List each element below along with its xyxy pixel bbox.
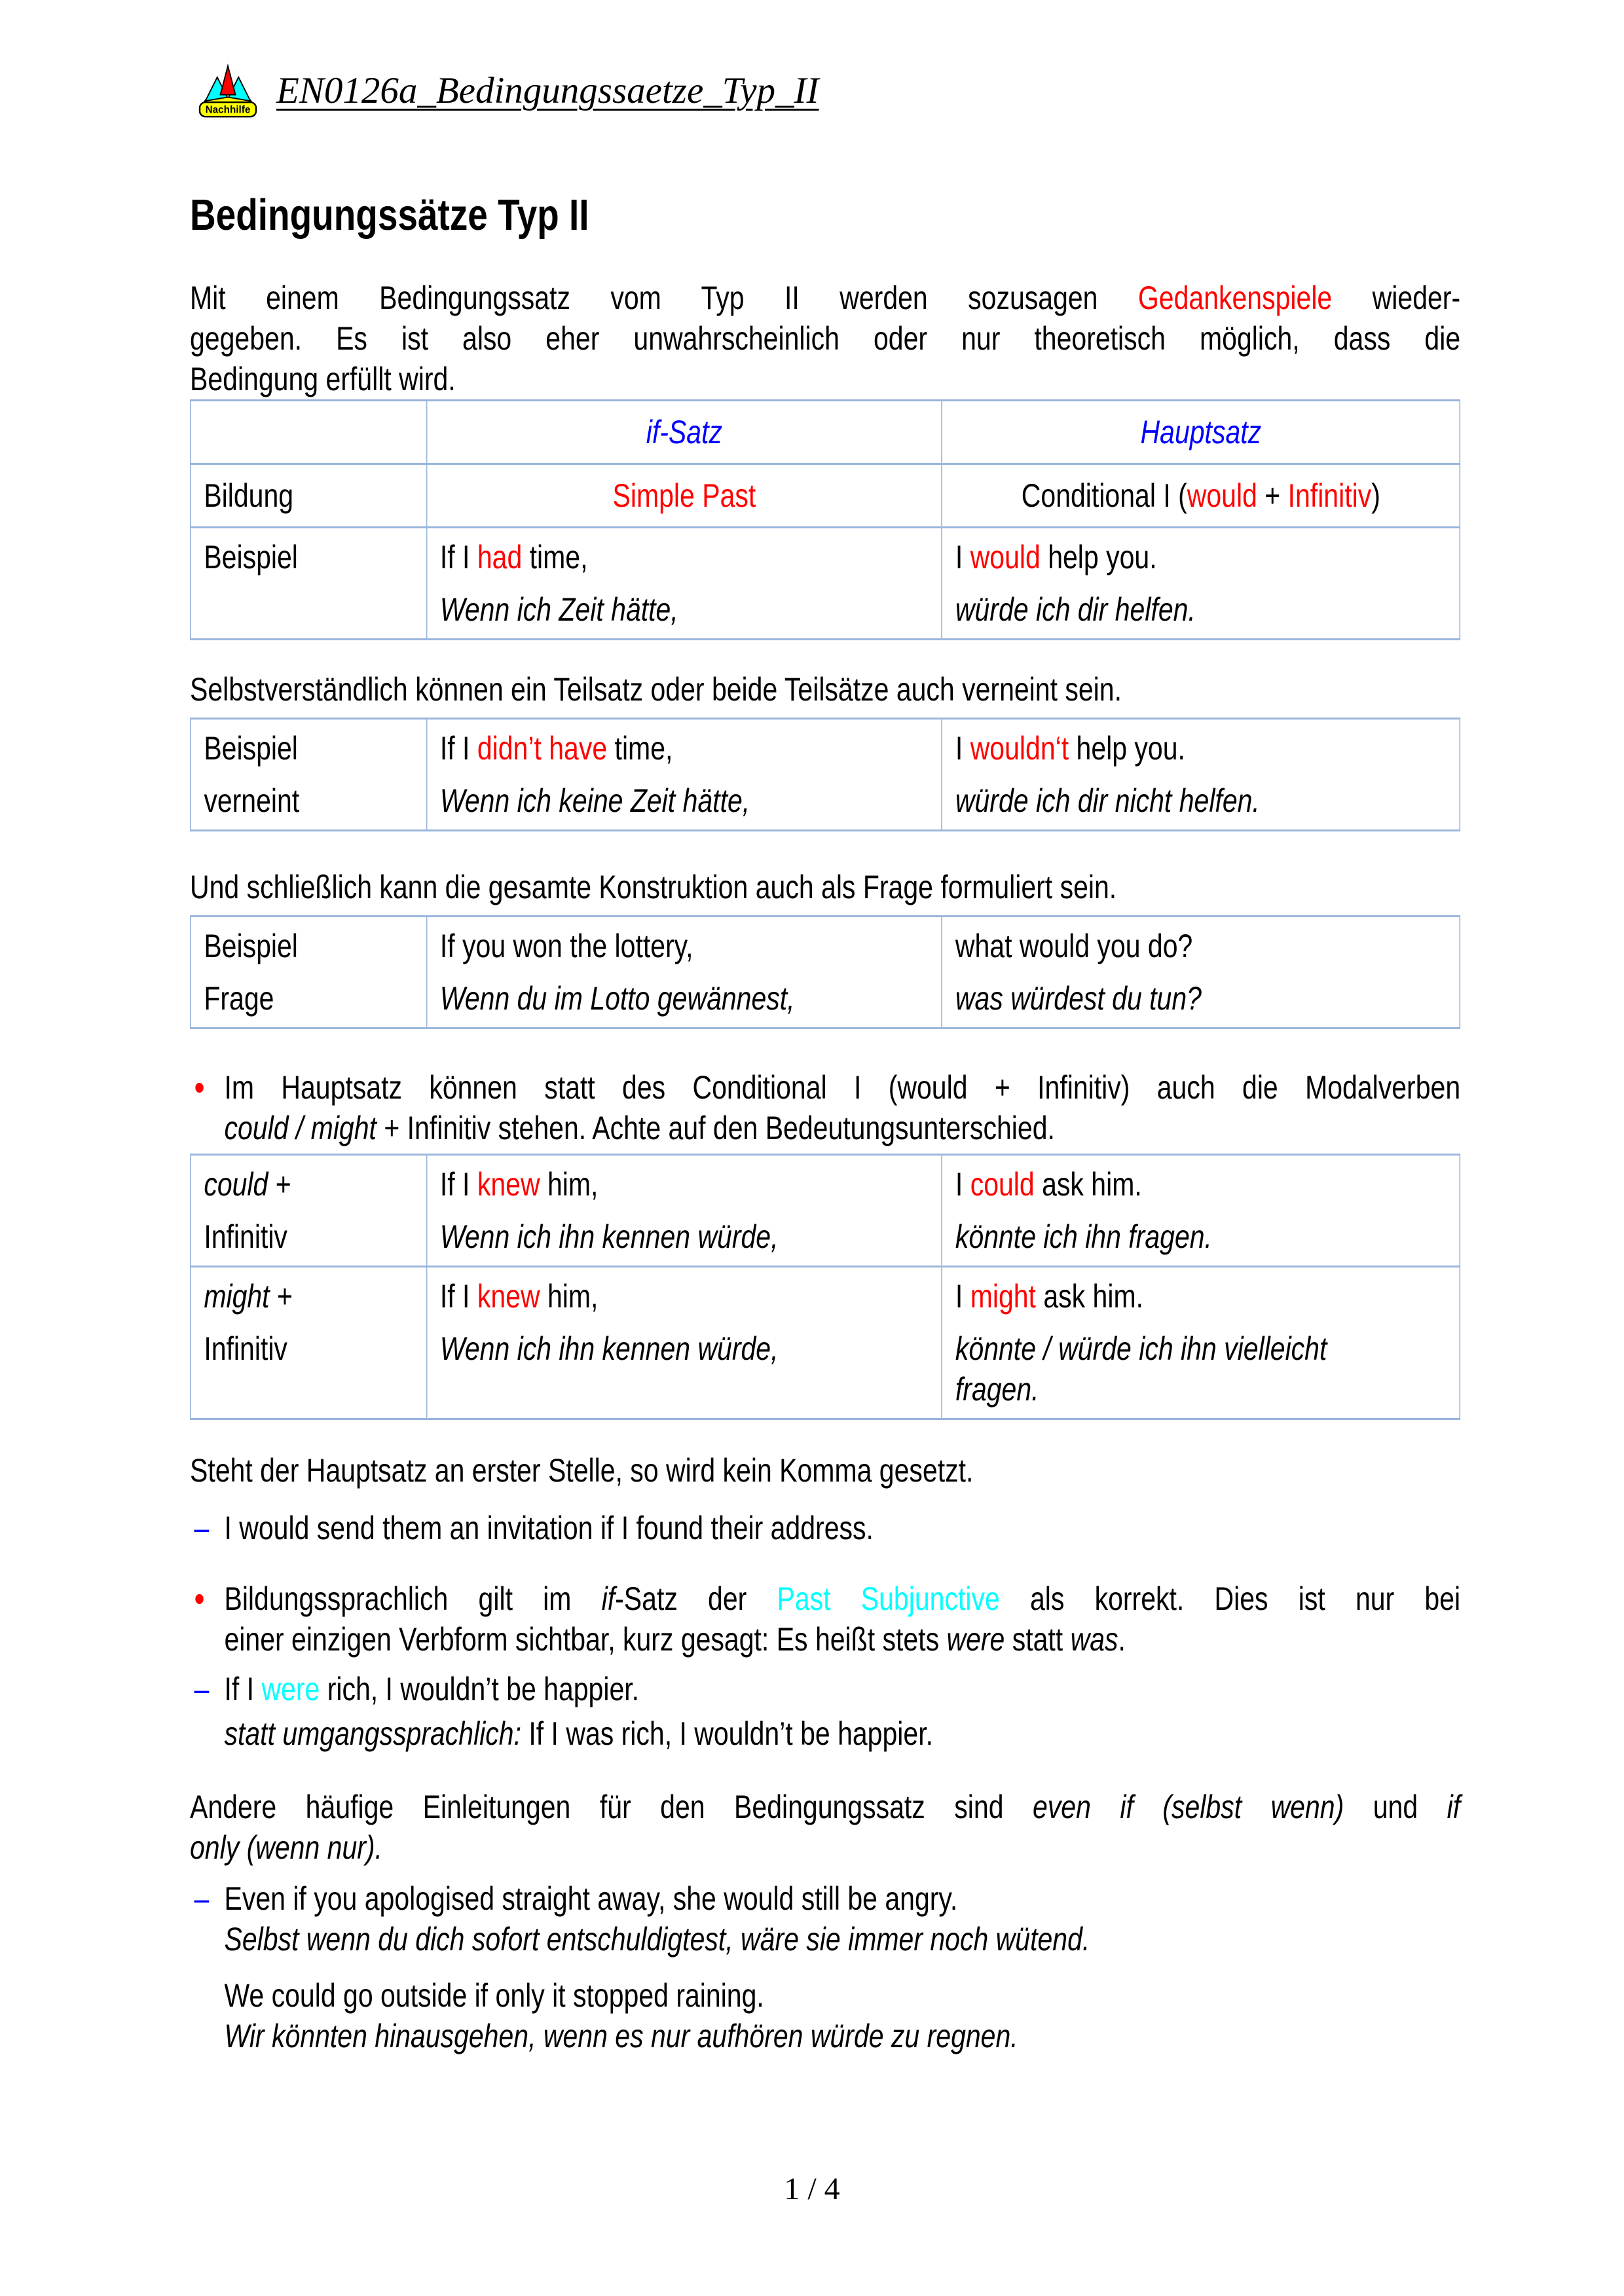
nachhilfe-logo-icon — [196, 62, 259, 118]
text-segment: Gedankenspiele — [1137, 280, 1333, 316]
might-row — [191, 1267, 1460, 1419]
text-segment: könnte ich ihn fragen. — [955, 1218, 1212, 1255]
red-bullet-icon: • — [194, 1066, 205, 1108]
text-line — [224, 1919, 1460, 1959]
logo-center-peak — [221, 66, 236, 95]
text-segment: + — [1257, 477, 1288, 514]
text-line — [955, 978, 1447, 1019]
text-segment: Conditional I ( — [1021, 477, 1187, 514]
frage-label-cell — [191, 917, 427, 1029]
text-segment: Wenn ich ihn kennen würde, — [439, 1330, 779, 1367]
evenif-example-pair2 — [224, 1975, 1460, 2056]
text-line — [440, 1164, 929, 1205]
text-segment: time, — [607, 730, 673, 767]
page-number: 1 / 4 — [784, 2172, 840, 2206]
text-line — [190, 278, 1460, 318]
text-segment: might — [970, 1278, 1036, 1315]
text-segment: ask him. — [1034, 1166, 1142, 1203]
text-line — [440, 537, 929, 577]
verneint-if-cell — [426, 719, 942, 831]
dash-icon: – — [194, 1510, 210, 1546]
text-segment: Even if you apologised straight away, she would still be angry. — [224, 1880, 958, 1917]
subjunctive-bullet-item — [190, 1578, 1460, 1660]
einleitungen-paragraph — [190, 1787, 1460, 1868]
modal-table — [190, 1154, 1460, 1420]
text-segment: Wenn du im Lotto gewännest, — [439, 980, 795, 1017]
text-line — [224, 1713, 1460, 1754]
document-body — [190, 183, 1460, 2056]
frage-intro-paragraph — [190, 867, 1460, 907]
beispiel-if-cell — [426, 528, 942, 640]
text-segment: Mit einem Bedingungssatz vom Typ II werden sozusagen — [190, 280, 1138, 316]
text-segment: . — [1118, 1621, 1126, 1658]
text-segment: Frage — [204, 980, 274, 1017]
text-line — [224, 1975, 1460, 2016]
text-line — [224, 1669, 1460, 1709]
intro-paragraph — [190, 278, 1460, 399]
text-segment: Wenn ich keine Zeit hätte, — [439, 782, 750, 819]
text-segment: help you. — [1069, 730, 1185, 767]
text-line — [955, 1216, 1447, 1257]
text-segment: was würdest du tun? — [955, 980, 1202, 1017]
might-label-cell — [191, 1267, 427, 1419]
were-example-colloquial — [224, 1713, 1460, 1754]
text-line — [440, 926, 929, 966]
text-segment: fragen. — [955, 1371, 1039, 1408]
were-example-english — [224, 1669, 1460, 1709]
invitation-example-item — [190, 1508, 1460, 1548]
text-line — [955, 780, 1447, 821]
beispiel-label-cell — [191, 528, 427, 640]
text-segment: him, — [540, 1166, 599, 1203]
evenif-example-item — [190, 1878, 1460, 2056]
text-segment: If you won the lottery, — [439, 928, 693, 964]
text-line — [224, 1619, 1460, 1660]
text-segment: könnte / würde ich ihn vielleicht — [955, 1330, 1327, 1367]
text-segment: We could go outside if only it stopped raining. — [224, 1977, 764, 2014]
were-example-item — [190, 1669, 1460, 1754]
text-segment: wieder- — [1332, 280, 1461, 316]
modal-bullet-text — [224, 1067, 1460, 1148]
text-line — [955, 926, 1447, 966]
verneint-intro-paragraph — [190, 669, 1460, 710]
text-segment: I — [955, 1278, 970, 1315]
text-segment: Selbst wenn du dich sofort entschuldigtest, wäre sie immer noch wütend. — [224, 1921, 1090, 1958]
text-line — [224, 1067, 1460, 1108]
text-segment: ) — [1371, 477, 1380, 514]
text-segment: If I — [439, 730, 477, 767]
invitation-example-text — [224, 1508, 1460, 1548]
text-line — [204, 475, 413, 516]
text-line — [224, 1578, 1460, 1619]
text-line — [440, 728, 929, 769]
text-line — [204, 780, 413, 821]
could-haupt-cell — [942, 1155, 1460, 1267]
text-line — [190, 1450, 1460, 1491]
text-segment: Steht der Hauptsatz an erster Stelle, so wird kein Komma gesetzt. — [190, 1452, 974, 1489]
text-segment: Beispiel — [204, 928, 298, 964]
text-line — [204, 1164, 413, 1205]
text-segment: Bildungssprachlich gilt im — [224, 1580, 602, 1617]
text-line — [204, 926, 413, 966]
text-segment: might — [204, 1278, 270, 1315]
text-segment: If I — [439, 1278, 477, 1315]
text-segment: als korrekt. Dies ist nur bei — [999, 1580, 1461, 1617]
dash-icon: – — [194, 1880, 210, 1917]
text-line — [204, 1276, 413, 1317]
text-segment: Beispiel — [204, 730, 298, 767]
text-segment: Bildung — [204, 477, 294, 514]
text-segment: Wenn ich ihn kennen würde, — [439, 1218, 779, 1255]
document-filename: EN0126a_Bedingungssaetze_Typ_II — [276, 70, 819, 111]
text-line — [955, 728, 1447, 769]
text-line — [955, 1276, 1447, 1317]
text-line — [190, 359, 1460, 399]
text-segment: würde ich dir helfen. — [955, 591, 1196, 628]
text-segment: had — [477, 539, 523, 575]
verneint-row — [191, 719, 1460, 831]
text-line — [224, 2016, 1460, 2056]
bildung-label-cell — [191, 464, 427, 528]
text-segment: I — [955, 539, 970, 575]
could-if-cell — [426, 1155, 942, 1267]
text-segment: Simple Past — [612, 477, 756, 514]
logo-label: Nachhilfe — [205, 104, 251, 116]
text-line — [440, 978, 929, 1019]
text-segment: if — [1447, 1789, 1461, 1825]
subjunctive-bullet-text — [224, 1578, 1460, 1660]
red-bullet-icon: • — [194, 1578, 205, 1619]
text-line — [440, 1276, 929, 1317]
text-line — [955, 1328, 1447, 1369]
text-segment: statt umgangssprachlich: — [224, 1715, 521, 1752]
text-segment: could — [970, 1166, 1035, 1203]
text-line — [440, 475, 929, 516]
might-if-cell — [426, 1267, 942, 1419]
text-line — [190, 867, 1460, 907]
text-line — [204, 537, 413, 577]
text-segment: what would you do? — [955, 928, 1193, 964]
text-segment: rich, I wouldn’t be happier. — [320, 1671, 640, 1707]
text-segment: Wir könnten hinausgehen, wenn es nur aufhören würde zu regnen. — [224, 2018, 1018, 2054]
text-segment: -Satz der — [615, 1580, 777, 1617]
text-segment: würde ich dir nicht helfen. — [955, 782, 1260, 819]
text-line — [204, 1216, 413, 1257]
text-segment: I would send them an invitation if I found their address. — [224, 1510, 874, 1546]
grammar-table — [190, 399, 1460, 640]
text-segment: + Infinitiv stehen. Achte auf den Bedeutungsunterschied. — [376, 1110, 1055, 1146]
komma-paragraph — [190, 1450, 1460, 1491]
text-segment: gegeben. Es ist also eher unwahrscheinlich oder nur theoretisch möglich, dass die — [190, 320, 1461, 357]
text-segment: einer einzigen Verbform sichtbar, kurz gesagt: Es heißt stets — [224, 1621, 947, 1658]
dash-icon: – — [194, 1671, 210, 1707]
page-title: Bedingungssätze Typ II — [190, 191, 589, 240]
text-segment: would — [970, 539, 1041, 575]
text-segment: time, — [522, 539, 588, 575]
text-segment: Wenn ich Zeit hätte, — [439, 591, 678, 628]
text-line — [955, 1369, 1447, 1410]
text-line — [190, 318, 1460, 359]
text-segment: if — [601, 1580, 616, 1617]
verneint-table — [190, 718, 1460, 831]
could-label-cell — [191, 1155, 427, 1267]
verneint-haupt-cell — [942, 719, 1460, 831]
frage-haupt-cell — [942, 917, 1460, 1029]
grammar-header-hauptsatz: Hauptsatz — [942, 401, 1460, 464]
text-segment: even if (selbst wenn) — [1032, 1789, 1344, 1825]
text-segment: were — [946, 1621, 1005, 1658]
text-line — [204, 978, 413, 1019]
text-segment: help you. — [1040, 539, 1157, 575]
text-segment: only (wenn nur). — [190, 1829, 382, 1866]
text-segment: verneint — [204, 782, 300, 819]
text-line — [204, 1328, 413, 1369]
frage-table — [190, 915, 1460, 1029]
text-segment: If I was rich, I wouldn’t be happier. — [521, 1715, 933, 1752]
grammar-beispiel-row — [191, 528, 1460, 640]
text-segment: Past Subjunctive — [777, 1580, 1000, 1617]
might-haupt-cell — [942, 1267, 1460, 1419]
text-line — [224, 1508, 1460, 1548]
text-segment: Beispiel — [204, 539, 298, 575]
text-segment: If I — [439, 1166, 477, 1203]
text-segment: statt — [1005, 1621, 1071, 1658]
frage-if-cell — [426, 917, 942, 1029]
text-segment: wouldn‘t — [970, 730, 1069, 767]
text-segment: knew — [477, 1278, 540, 1315]
grammar-header-if-satz: if-Satz — [426, 401, 942, 464]
text-line — [190, 669, 1460, 710]
text-segment: Selbstverständlich können ein Teilsatz oder beide Teilsätze auch verneint sein. — [190, 671, 1122, 708]
text-line — [440, 589, 929, 630]
text-line — [224, 1108, 1460, 1148]
text-segment: could / might — [224, 1110, 377, 1146]
text-segment: Infinitiv — [204, 1330, 287, 1367]
bildung-haupt-cell — [942, 464, 1460, 528]
text-line — [440, 780, 929, 821]
text-line — [955, 1164, 1447, 1205]
grammar-table-header-row — [191, 401, 1460, 464]
text-segment: Infinitiv — [1287, 477, 1372, 514]
could-row — [191, 1155, 1460, 1267]
frage-row — [191, 917, 1460, 1029]
text-segment: would — [1187, 477, 1257, 514]
text-segment: could — [204, 1166, 268, 1203]
text-segment: Andere häufige Einleitungen für den Bedingungssatz sind — [190, 1789, 1033, 1825]
modal-bullet-item — [190, 1067, 1460, 1148]
page-header — [196, 62, 819, 118]
text-line — [190, 1827, 1460, 1868]
text-segment: Im Hauptsatz können statt des Conditional I (would + Infinitiv) auch die Modalverben — [224, 1069, 1461, 1106]
text-line — [204, 728, 413, 769]
text-line — [190, 1787, 1460, 1827]
text-line — [955, 537, 1447, 577]
bildung-if-cell — [426, 464, 942, 528]
beispiel-haupt-cell — [942, 528, 1460, 640]
text-segment: und — [1344, 1789, 1447, 1825]
text-segment: If I — [224, 1671, 262, 1707]
text-line — [955, 475, 1447, 516]
evenif-example-pair1 — [224, 1878, 1460, 1959]
text-segment: Infinitiv — [204, 1218, 287, 1255]
text-segment: I — [955, 1166, 970, 1203]
text-line — [440, 1216, 929, 1257]
verneint-label-cell — [191, 719, 427, 831]
text-segment: Und schließlich kann die gesamte Konstruktion auch als Frage formuliert sein. — [190, 869, 1117, 905]
text-segment: him, — [540, 1278, 599, 1315]
text-line — [224, 1878, 1460, 1919]
text-segment: + — [268, 1166, 291, 1203]
text-segment: were — [261, 1671, 320, 1707]
text-segment: Bedingung erfüllt wird. — [190, 361, 456, 397]
text-segment: knew — [477, 1166, 540, 1203]
text-segment: If I — [439, 539, 477, 575]
text-segment: + — [269, 1278, 293, 1315]
text-segment: ask him. — [1035, 1278, 1143, 1315]
grammar-bildung-row — [191, 464, 1460, 528]
text-line — [440, 1328, 929, 1369]
text-segment: I — [955, 730, 970, 767]
grammar-header-empty — [191, 401, 427, 464]
text-segment: didn’t have — [477, 730, 608, 767]
text-line — [955, 589, 1447, 630]
text-segment: was — [1070, 1621, 1118, 1658]
